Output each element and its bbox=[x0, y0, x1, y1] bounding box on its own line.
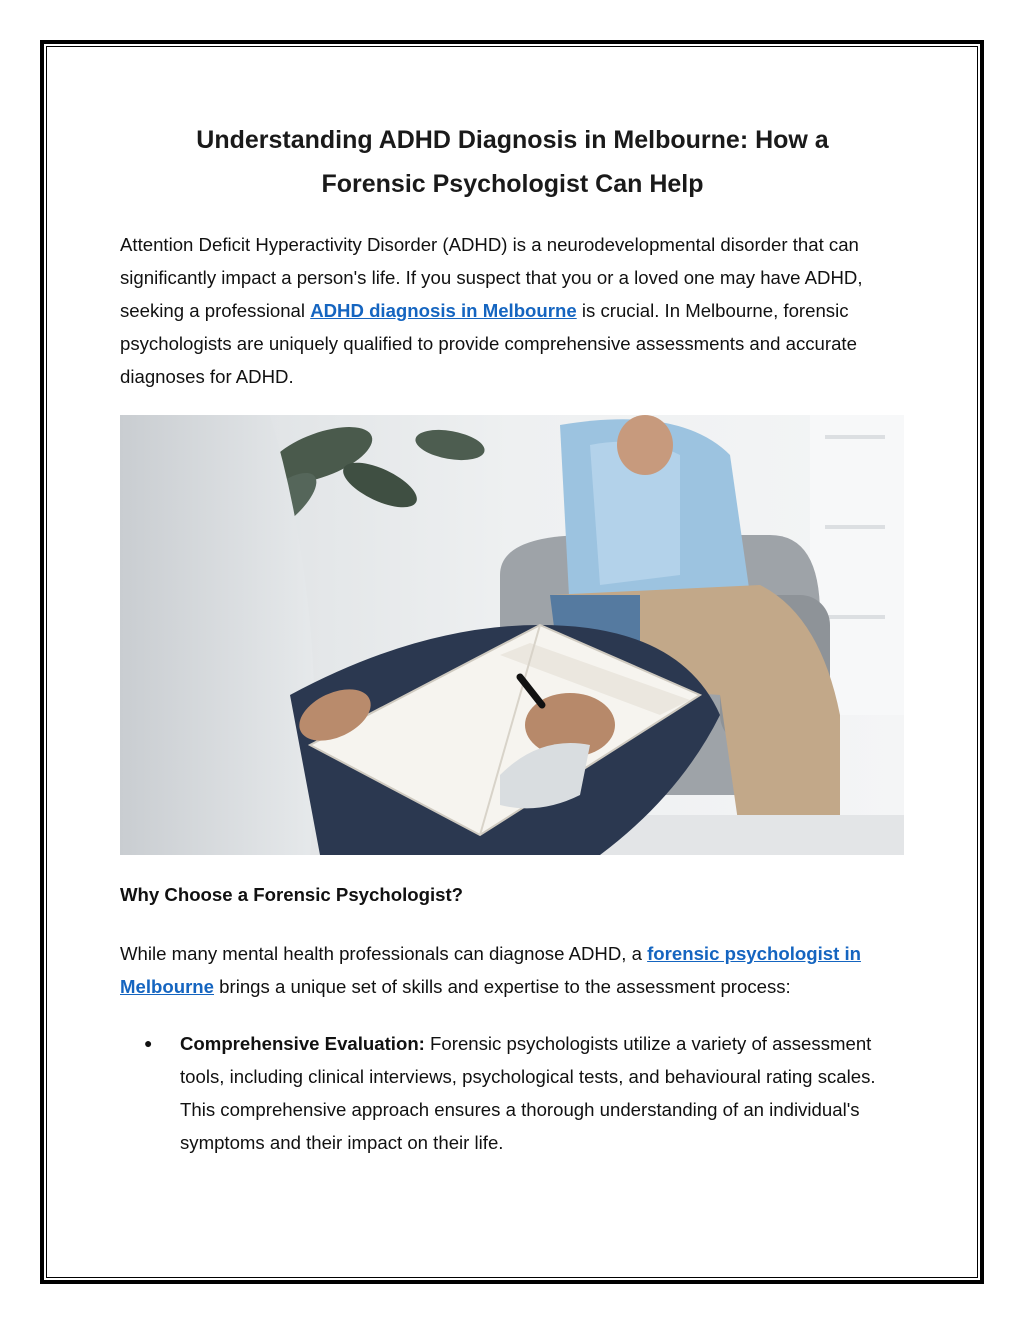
title-line-1: Understanding ADHD Diagnosis in Melbourne: How a bbox=[196, 126, 829, 154]
section-text-1: While many mental health professionals can diagnose ADHD, a bbox=[120, 943, 648, 964]
intro-text-2: is crucial. In Melbourne, forensic psychologists are uniquely qualified to provide comprehensive assessments and accurate diagnoses for ADHD. bbox=[120, 300, 857, 387]
bullet-bold-label: Comprehensive Evaluation: bbox=[180, 1033, 425, 1054]
forensic-psychologist-link[interactable]: forensic psychologist in Melbourne bbox=[120, 943, 861, 997]
document-body bbox=[120, 118, 905, 1159]
bullet-list bbox=[120, 1027, 905, 1159]
bullet-text: Forensic psychologists utilize a variety of assessment tools, including clinical interviews, psychological tests, and behavioural rating scales. This comprehensive approach ensures a thorough understanding of an individual's symptoms and their impact on their life. bbox=[180, 1033, 876, 1153]
section-heading: Why Choose a Forensic Psychologist? bbox=[120, 884, 464, 905]
list-item bbox=[144, 1027, 905, 1159]
therapy-session-photo bbox=[120, 415, 904, 855]
adhd-diagnosis-link[interactable]: ADHD diagnosis in Melbourne bbox=[310, 300, 577, 321]
section-text-2: brings a unique set of skills and expertise to the assessment process: bbox=[214, 976, 791, 997]
intro-paragraph bbox=[120, 228, 905, 393]
intro-text-1: Attention Deficit Hyperactivity Disorder (ADHD) is a neurodevelopmental disorder that can significantly impact a person's life. If you suspect that you or a loved one may have ADHD, seeking a professional bbox=[120, 234, 863, 321]
section-paragraph bbox=[120, 937, 905, 1003]
document-title bbox=[120, 118, 905, 206]
title-line-2: Forensic Psychologist Can Help bbox=[321, 170, 704, 198]
bullet-icon: ● bbox=[144, 1035, 153, 1051]
